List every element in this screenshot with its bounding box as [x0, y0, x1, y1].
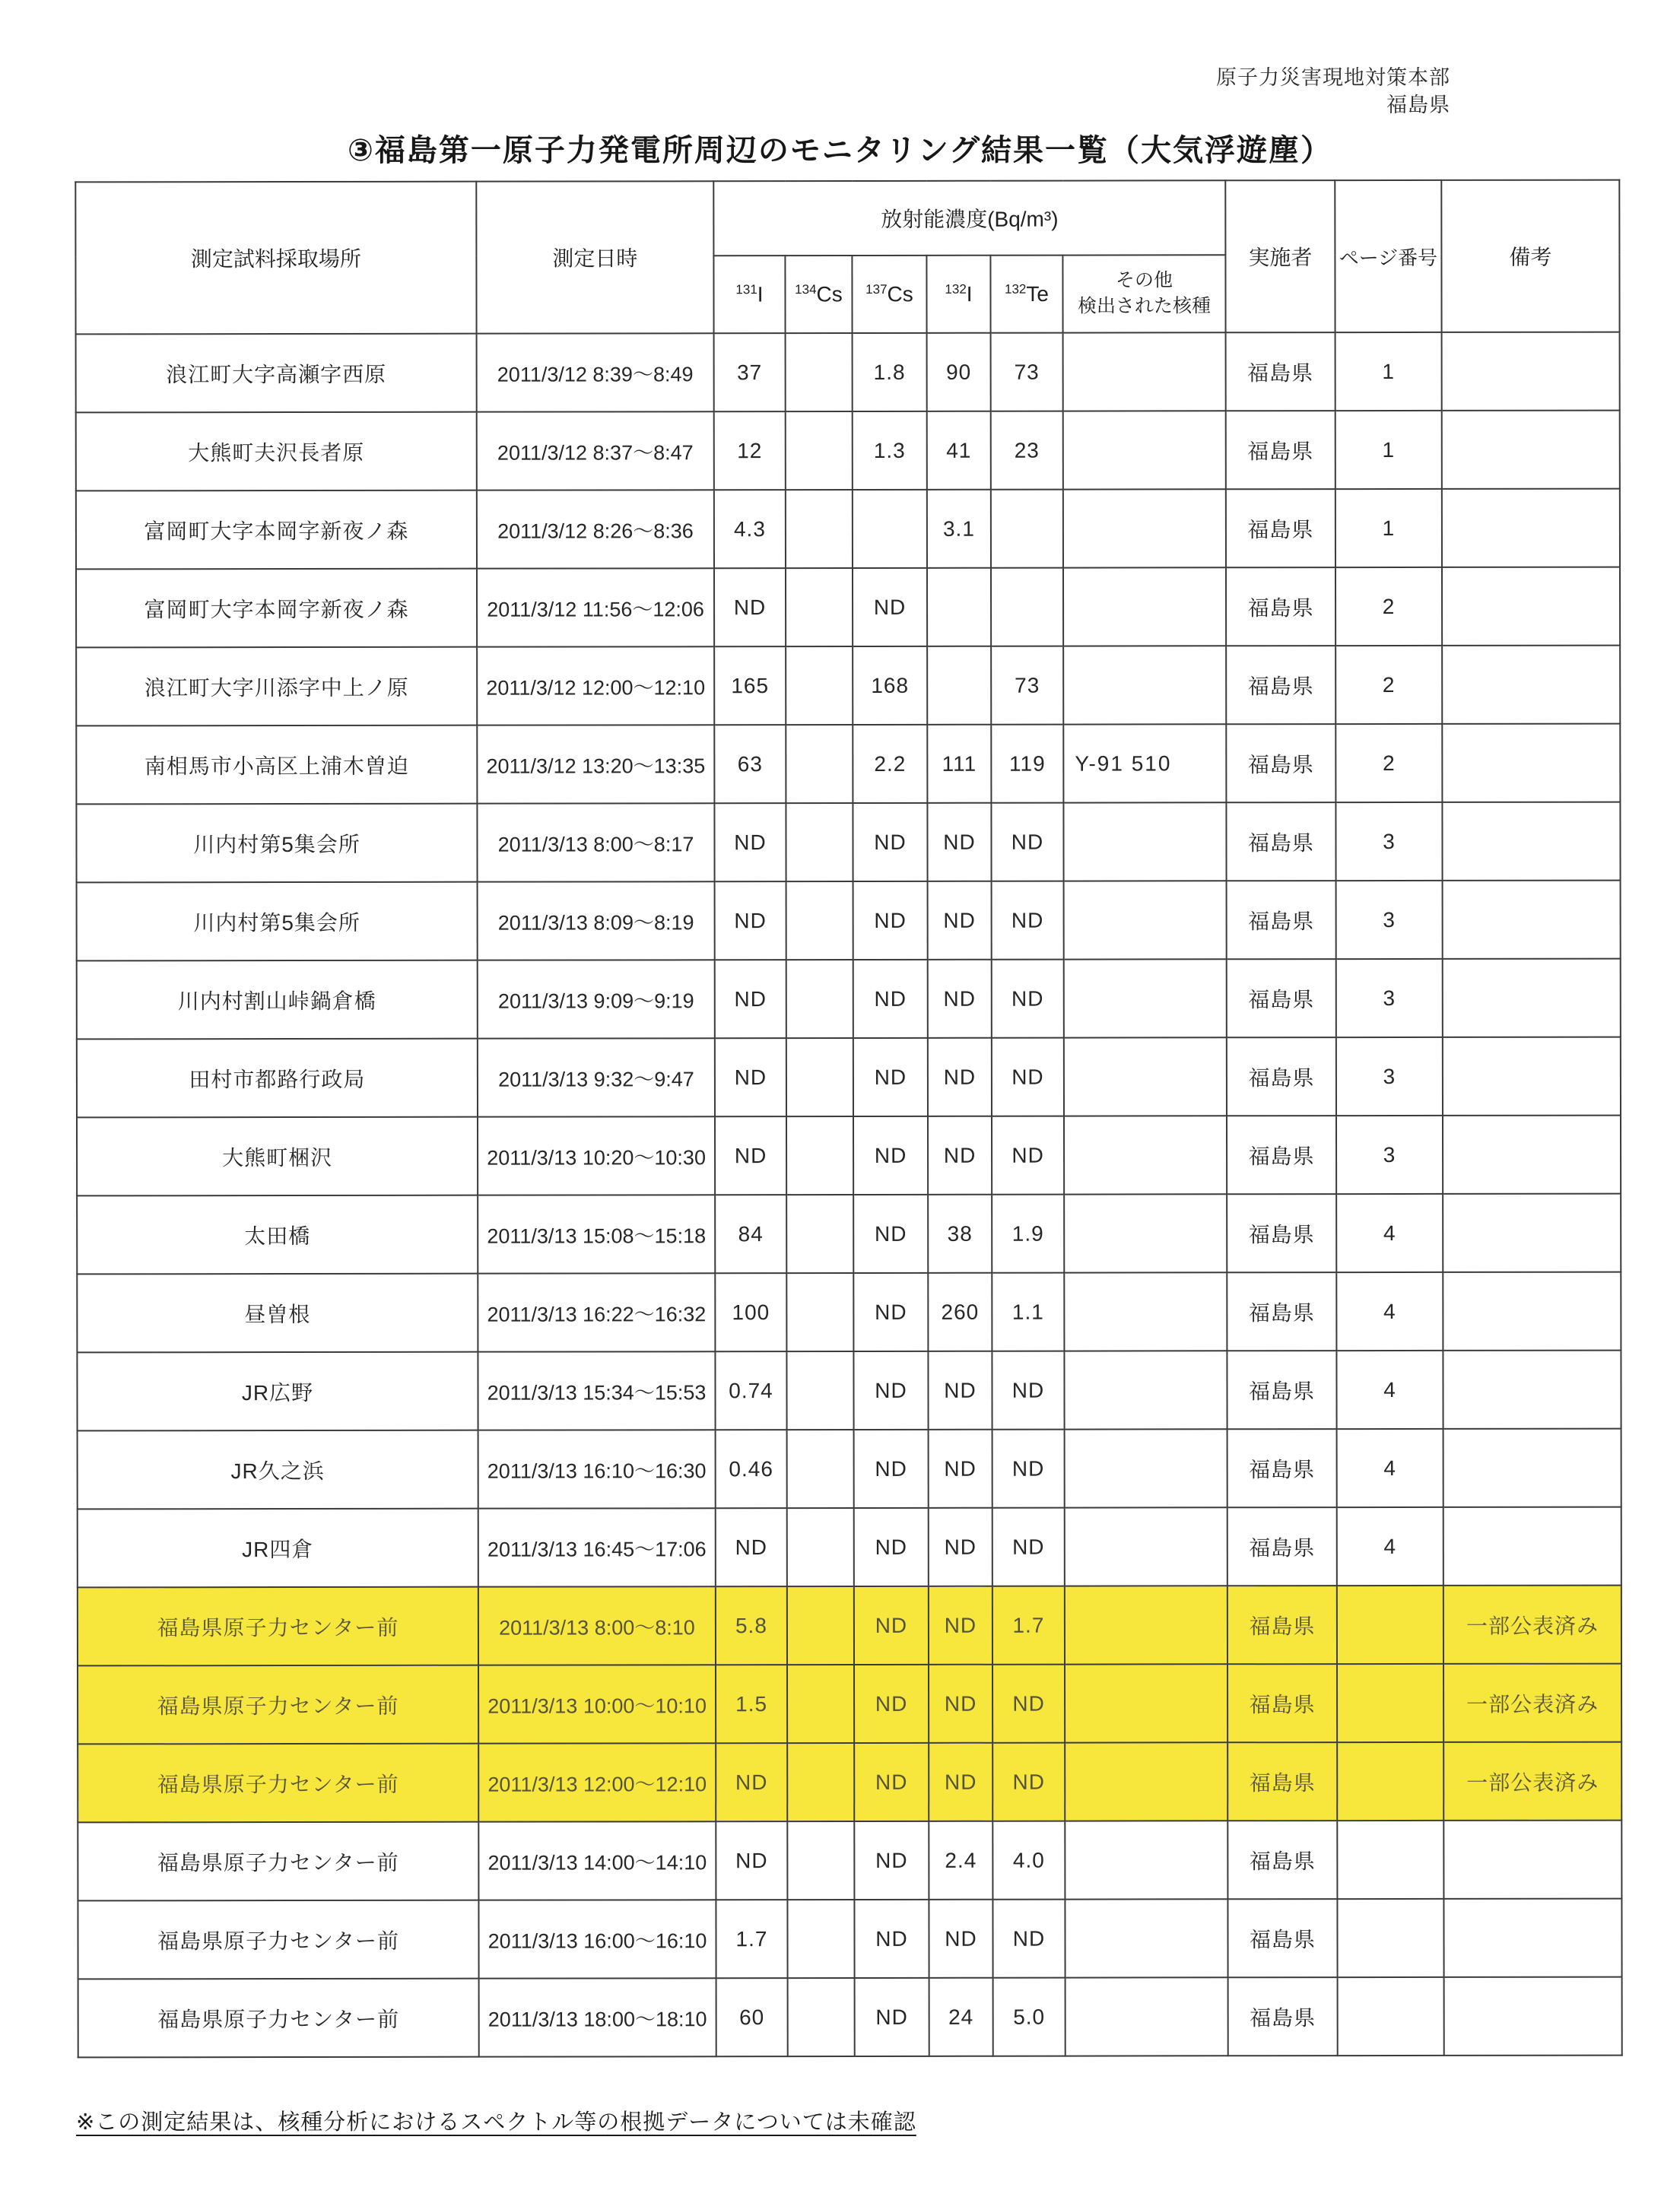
issuing-org-prefecture: 福島県 — [1386, 94, 1450, 117]
cell-remarks — [1443, 1821, 1621, 1899]
cell-i132: 3.1 — [927, 490, 991, 568]
cell-location: 川内村第5集会所 — [76, 804, 477, 883]
cell-cs137 — [853, 490, 927, 568]
isotope-mass: 131 — [735, 281, 757, 297]
cell-other — [1065, 1664, 1227, 1742]
cell-agency: 福島県 — [1227, 1821, 1337, 1899]
cell-i131: 12 — [714, 411, 786, 490]
cell-other — [1063, 567, 1226, 646]
cell-i132: 111 — [927, 725, 991, 803]
cell-page: 3 — [1335, 802, 1442, 881]
cell-cs134 — [786, 411, 853, 490]
monitoring-table — [75, 179, 1622, 2059]
table-row — [76, 332, 1620, 413]
cell-datetime: 2011/3/12 13:20～13:35 — [477, 725, 714, 803]
cell-datetime: 2011/3/13 10:20～10:30 — [478, 1116, 715, 1195]
cell-page: 4 — [1337, 1429, 1443, 1507]
cell-page — [1337, 1586, 1443, 1664]
cell-te132: 1.1 — [992, 1273, 1064, 1351]
cell-datetime: 2011/3/13 9:32～9:47 — [478, 1038, 715, 1116]
col-header-isotope-cs137 — [852, 256, 926, 333]
cell-datetime: 2011/3/13 8:00～8:17 — [477, 803, 714, 881]
cell-location: 浪江町大字川添字中上ノ原 — [76, 647, 477, 726]
cell-i131: 0.74 — [715, 1351, 786, 1430]
cell-page: 3 — [1336, 1116, 1443, 1194]
table-row — [78, 1977, 1622, 2058]
cell-cs137: ND — [854, 1900, 929, 1978]
cell-location: 福島県原子力センター前 — [78, 1665, 478, 1745]
cell-agency: 福島県 — [1227, 1664, 1337, 1742]
cell-i131: ND — [715, 960, 786, 1038]
cell-te132: ND — [992, 881, 1064, 960]
cell-other — [1065, 1821, 1227, 1899]
cell-datetime: 2011/3/13 12:00～12:10 — [478, 1743, 716, 1821]
cell-cs134 — [786, 646, 853, 725]
cell-agency: 福島県 — [1226, 802, 1335, 881]
table-row — [78, 1586, 1621, 1666]
cell-i132: ND — [928, 881, 992, 960]
cell-te132: ND — [992, 1351, 1064, 1430]
cell-i131: 1.5 — [716, 1665, 787, 1743]
cell-other — [1065, 1899, 1227, 1977]
cell-cs137: ND — [854, 1508, 929, 1586]
isotope-symbol: Cs — [887, 282, 913, 306]
table-row — [76, 724, 1620, 805]
issuing-org-block — [1216, 64, 1450, 119]
table-row — [77, 1194, 1621, 1275]
cell-other — [1064, 1272, 1227, 1351]
cell-page — [1337, 1664, 1443, 1742]
cell-page: 1 — [1335, 489, 1442, 567]
table-row — [78, 1507, 1621, 1588]
cell-i132: 2.4 — [929, 1821, 992, 1900]
cell-i131: 4.3 — [714, 490, 786, 568]
cell-other — [1065, 1977, 1228, 2056]
cell-cs137: ND — [854, 1821, 929, 1900]
cell-te132: ND — [992, 1430, 1065, 1508]
cell-location: JR広野 — [77, 1352, 478, 1431]
cell-cs134 — [786, 1038, 853, 1116]
cell-agency: 福島県 — [1226, 489, 1335, 567]
cell-location: 南相馬市小高区上浦木曽迫 — [76, 725, 477, 805]
cell-datetime: 2011/3/13 16:00～16:10 — [478, 1900, 716, 1978]
cell-cs134 — [787, 1508, 854, 1586]
cell-cs137: 2.2 — [853, 725, 927, 803]
cell-cs134 — [786, 568, 853, 646]
cell-remarks — [1443, 1037, 1621, 1116]
cell-other — [1064, 1194, 1227, 1272]
cell-agency: 福島県 — [1227, 1429, 1337, 1507]
cell-page: 2 — [1335, 646, 1442, 724]
cell-i132: 38 — [928, 1195, 992, 1273]
cell-location: JR久之浜 — [78, 1430, 478, 1510]
cell-other — [1064, 1116, 1227, 1194]
cell-location: 福島県原子力センター前 — [78, 1744, 478, 1823]
isotope-symbol: Cs — [816, 282, 843, 306]
cell-i131: ND — [714, 568, 786, 646]
cell-location: 富岡町大字本岡字新夜ノ森 — [76, 491, 477, 570]
isotope-symbol: Te — [1026, 281, 1049, 306]
cell-other — [1063, 411, 1226, 489]
cell-other — [1065, 1742, 1227, 1821]
cell-cs137: ND — [854, 1430, 929, 1508]
cell-i132 — [927, 568, 991, 646]
cell-cs137: ND — [853, 1273, 928, 1351]
cell-te132: ND — [992, 1665, 1065, 1743]
cell-i131: ND — [716, 1743, 787, 1821]
cell-agency: 福島県 — [1227, 1742, 1337, 1821]
cell-agency: 福島県 — [1226, 646, 1335, 724]
cell-i132: 90 — [927, 333, 991, 411]
cell-te132: 4.0 — [992, 1821, 1065, 1900]
table-row — [77, 1351, 1621, 1431]
cell-i131: ND — [715, 1116, 786, 1195]
col-header-datetime: 測定日時 — [476, 181, 713, 333]
cell-cs137: ND — [853, 1351, 928, 1430]
cell-location: 太田橋 — [77, 1195, 478, 1275]
cell-location: 田村市都路行政局 — [77, 1039, 478, 1118]
cell-cs137: ND — [854, 1586, 929, 1665]
cell-i132 — [927, 646, 991, 725]
table-row — [78, 1742, 1621, 1823]
cell-te132: ND — [992, 960, 1064, 1038]
cell-datetime: 2011/3/13 8:00～8:10 — [478, 1586, 716, 1665]
isotope-mass: 132 — [945, 281, 967, 297]
monitoring-table-body — [76, 332, 1622, 2058]
cell-location: 大熊町梱沢 — [77, 1117, 478, 1196]
cell-other — [1065, 1429, 1227, 1507]
table-row — [78, 1821, 1621, 1901]
cell-agency: 福島県 — [1226, 724, 1335, 802]
cell-cs134 — [786, 881, 853, 960]
cell-i131: ND — [714, 803, 786, 881]
isotope-mass: 134 — [795, 281, 817, 297]
isotope-symbol: I — [966, 281, 973, 306]
cell-cs134 — [786, 490, 853, 568]
cell-i131: ND — [715, 881, 786, 960]
cell-agency: 福島県 — [1227, 959, 1336, 1037]
cell-te132: ND — [992, 1508, 1065, 1586]
cell-page: 4 — [1336, 1272, 1443, 1351]
cell-remarks — [1443, 1194, 1621, 1272]
cell-te132: ND — [992, 1743, 1065, 1821]
cell-agency: 福島県 — [1227, 881, 1336, 959]
cell-datetime: 2011/3/12 12:00～12:10 — [477, 646, 714, 725]
cell-agency: 福島県 — [1227, 1351, 1336, 1429]
table-row — [78, 1899, 1621, 1980]
col-header-concentration-group: 放射能濃度(Bq/m³) — [713, 180, 1225, 256]
table-row — [76, 411, 1620, 491]
cell-other — [1064, 1037, 1227, 1116]
cell-remarks — [1442, 411, 1620, 489]
cell-datetime: 2011/3/13 15:34～15:53 — [478, 1351, 715, 1430]
cell-i131: 84 — [715, 1195, 786, 1273]
cell-agency: 福島県 — [1227, 1586, 1337, 1664]
cell-datetime: 2011/3/12 8:37～8:47 — [477, 411, 714, 490]
table-row — [77, 1037, 1621, 1118]
col-header-isotope-te132 — [990, 256, 1062, 333]
cell-remarks — [1443, 1116, 1621, 1194]
cell-datetime: 2011/3/13 14:00～14:10 — [478, 1821, 716, 1900]
cell-agency: 福島県 — [1227, 1116, 1336, 1194]
cell-cs134 — [786, 803, 853, 881]
cell-i131: 100 — [715, 1273, 786, 1351]
cell-te132: 73 — [991, 333, 1063, 411]
cell-page: 4 — [1337, 1507, 1443, 1586]
cell-i132: ND — [927, 803, 991, 881]
cell-i132: ND — [929, 1586, 992, 1665]
cell-i132: ND — [929, 1665, 992, 1743]
cell-cs137: ND — [853, 960, 928, 1038]
table-row — [78, 1664, 1621, 1745]
cell-cs137: ND — [853, 568, 927, 646]
cell-i131: 60 — [716, 1978, 788, 2056]
cell-i132: 24 — [929, 1978, 993, 2056]
cell-i132: ND — [928, 960, 992, 1038]
cell-remarks — [1443, 1272, 1621, 1351]
cell-cs134 — [787, 1430, 854, 1508]
cell-cs137: ND — [853, 803, 927, 881]
isotope-mass: 137 — [865, 281, 888, 297]
cell-cs137: ND — [853, 881, 928, 960]
cell-page: 3 — [1336, 959, 1443, 1037]
cell-te132: 119 — [991, 725, 1063, 803]
isotope-mass: 132 — [1004, 281, 1027, 297]
cell-cs137: ND — [853, 1195, 928, 1273]
table-row — [76, 567, 1620, 648]
cell-i131: 165 — [714, 646, 786, 725]
cell-location: 大熊町夫沢長者原 — [76, 412, 477, 491]
cell-te132: 23 — [991, 411, 1063, 490]
cell-cs137: 168 — [853, 646, 927, 725]
table-row — [78, 1429, 1621, 1510]
cell-page: 4 — [1336, 1351, 1443, 1429]
cell-page — [1337, 1742, 1443, 1821]
cell-cs134 — [787, 1665, 854, 1743]
cell-te132: ND — [992, 1116, 1064, 1195]
cell-cs134 — [787, 1586, 854, 1665]
cell-datetime: 2011/3/12 8:26～8:36 — [477, 490, 714, 568]
cell-page — [1337, 1899, 1443, 1977]
cell-other — [1064, 881, 1227, 959]
cell-location: 福島県原子力センター前 — [78, 1979, 479, 2058]
cell-agency: 福島県 — [1227, 1272, 1336, 1351]
cell-i132: ND — [928, 1038, 992, 1116]
cell-other — [1063, 332, 1226, 411]
cell-i132: 41 — [927, 411, 991, 490]
issuing-org-name: 原子力災害現地対策本部 — [1216, 66, 1450, 89]
cell-cs134 — [786, 725, 853, 803]
cell-cs137: ND — [853, 1038, 928, 1116]
cell-cs137: ND — [853, 1116, 928, 1195]
page-title: ③福島第一原子力発電所周辺のモニタリング結果一覧（大気浮遊塵） — [347, 134, 1333, 167]
cell-te132: 73 — [991, 646, 1063, 725]
cell-other — [1064, 959, 1227, 1037]
footnote: ※この測定結果は、核種分析におけるスペクトル等の根拠データについては未確認 — [76, 2110, 916, 2135]
cell-cs134 — [786, 333, 853, 411]
cell-remarks — [1442, 724, 1620, 802]
cell-i131: 37 — [714, 333, 786, 411]
cell-location: 富岡町大字本岡字新夜ノ森 — [76, 569, 477, 648]
cell-other: Y-91 510 — [1063, 724, 1226, 802]
cell-page — [1337, 1821, 1443, 1899]
cell-i131: 63 — [714, 725, 786, 803]
cell-location: JR四倉 — [78, 1509, 478, 1588]
cell-datetime: 2011/3/13 15:08～15:18 — [478, 1195, 715, 1273]
cell-agency: 福島県 — [1227, 1507, 1337, 1586]
table-row — [76, 646, 1620, 726]
cell-cs134 — [787, 1743, 854, 1821]
cell-location: 福島県原子力センター前 — [78, 1822, 478, 1901]
cell-page: 3 — [1336, 1037, 1443, 1116]
cell-i132: ND — [928, 1351, 992, 1430]
cell-te132 — [991, 568, 1063, 646]
cell-page: 1 — [1335, 332, 1442, 411]
cell-i131: ND — [716, 1508, 787, 1586]
cell-remarks — [1443, 1429, 1621, 1507]
col-header-remarks: 備考 — [1441, 180, 1619, 332]
cell-i132: ND — [929, 1900, 992, 1978]
table-row — [76, 489, 1620, 570]
cell-location: 福島県原子力センター前 — [78, 1900, 478, 1980]
cell-agency: 福島県 — [1226, 411, 1335, 489]
cell-location: 川内村第5集会所 — [77, 882, 478, 961]
cell-te132: 1.9 — [992, 1195, 1064, 1273]
cell-agency: 福島県 — [1226, 567, 1335, 646]
cell-cs137: 1.3 — [853, 411, 927, 490]
table-header — [75, 180, 1619, 335]
cell-datetime: 2011/3/13 18:00～18:10 — [479, 1978, 716, 2056]
cell-datetime: 2011/3/13 9:09～9:19 — [478, 960, 715, 1038]
cell-remarks: 一部公表済み — [1443, 1586, 1621, 1664]
table-row — [77, 959, 1621, 1040]
cell-cs134 — [786, 1273, 853, 1351]
cell-i132: 260 — [928, 1273, 992, 1351]
cell-remarks — [1443, 1507, 1621, 1586]
cell-other — [1063, 802, 1226, 881]
cell-cs134 — [786, 1351, 853, 1430]
cell-cs137: ND — [854, 1743, 929, 1821]
cell-location: 浪江町大字高瀬字西原 — [76, 334, 477, 413]
cell-cs134 — [786, 1116, 853, 1195]
table-row — [76, 802, 1620, 883]
cell-datetime: 2011/3/13 16:45～17:06 — [478, 1508, 716, 1586]
cell-agency: 福島県 — [1227, 1899, 1337, 1977]
cell-page — [1338, 1977, 1444, 2056]
cell-agency: 福島県 — [1228, 1977, 1338, 2056]
cell-i132: ND — [929, 1508, 992, 1586]
cell-cs134 — [786, 1195, 853, 1273]
cell-remarks — [1442, 332, 1620, 411]
cell-i131: 0.46 — [716, 1430, 787, 1508]
isotope-symbol: I — [757, 282, 764, 306]
cell-remarks — [1443, 881, 1621, 959]
cell-other — [1063, 489, 1226, 567]
cell-datetime: 2011/3/13 16:22～16:32 — [478, 1273, 715, 1351]
col-header-isotope-i131 — [713, 256, 785, 333]
cell-te132: 5.0 — [993, 1978, 1065, 2056]
cell-i132: ND — [928, 1116, 992, 1195]
cell-agency: 福島県 — [1227, 1194, 1336, 1272]
cell-i132: ND — [929, 1743, 992, 1821]
cell-remarks — [1442, 567, 1620, 646]
cell-cs134 — [787, 1900, 854, 1978]
cell-page: 2 — [1335, 724, 1442, 802]
cell-remarks — [1442, 646, 1620, 724]
cell-cs134 — [787, 1821, 854, 1900]
cell-location: 福島県原子力センター前 — [78, 1587, 478, 1666]
col-header-isotope-cs134 — [785, 256, 852, 333]
cell-page: 4 — [1336, 1194, 1443, 1272]
cell-datetime: 2011/3/13 10:00～10:10 — [478, 1665, 716, 1743]
cell-page: 3 — [1336, 881, 1443, 959]
table-row — [77, 881, 1621, 961]
cell-datetime: 2011/3/13 8:09～8:19 — [478, 881, 715, 960]
cell-remarks: 一部公表済み — [1443, 1664, 1621, 1742]
cell-other — [1064, 1351, 1227, 1429]
cell-remarks — [1443, 959, 1621, 1037]
cell-cs137: 1.8 — [853, 333, 927, 411]
cell-other — [1065, 1586, 1227, 1664]
cell-te132 — [991, 490, 1063, 568]
cell-i131: 5.8 — [716, 1586, 787, 1665]
cell-location: 川内村割山峠鍋倉橋 — [77, 960, 478, 1040]
cell-i132: ND — [929, 1430, 992, 1508]
cell-remarks — [1443, 1351, 1621, 1429]
cell-page: 1 — [1335, 411, 1442, 489]
cell-datetime: 2011/3/12 8:39～8:49 — [477, 333, 714, 411]
col-header-agency: 実施者 — [1225, 180, 1335, 332]
cell-i131: ND — [715, 1038, 786, 1116]
cell-remarks — [1443, 1899, 1621, 1977]
table-row — [77, 1272, 1621, 1353]
cell-te132: ND — [991, 803, 1063, 881]
cell-cs134 — [786, 960, 853, 1038]
col-header-page-number: ページ番号 — [1335, 180, 1441, 332]
cell-datetime: 2011/3/12 11:56～12:06 — [477, 568, 714, 646]
cell-remarks — [1444, 1977, 1622, 2056]
cell-other — [1063, 646, 1226, 724]
cell-cs134 — [788, 1978, 855, 2056]
cell-remarks: 一部公表済み — [1443, 1742, 1621, 1821]
cell-te132: 1.7 — [992, 1586, 1065, 1665]
cell-te132: ND — [992, 1900, 1065, 1978]
cell-cs137: ND — [854, 1665, 929, 1743]
cell-te132: ND — [992, 1038, 1064, 1116]
col-header-other-nuclides: その他 検出された核種 — [1062, 255, 1225, 332]
col-header-location: 測定試料採取場所 — [75, 182, 476, 335]
table-row — [77, 1116, 1621, 1196]
cell-datetime: 2011/3/13 16:10～16:30 — [478, 1430, 716, 1508]
cell-agency: 福島県 — [1226, 332, 1335, 411]
cell-cs137: ND — [855, 1978, 929, 2056]
cell-other — [1065, 1507, 1227, 1586]
cell-remarks — [1442, 802, 1620, 881]
cell-agency: 福島県 — [1227, 1037, 1336, 1116]
cell-location: 昼曽根 — [77, 1274, 478, 1353]
col-header-isotope-i132 — [926, 256, 990, 333]
cell-i131: ND — [716, 1821, 787, 1900]
cell-page: 2 — [1335, 567, 1442, 646]
cell-remarks — [1442, 489, 1620, 567]
cell-i131: 1.7 — [716, 1900, 787, 1978]
